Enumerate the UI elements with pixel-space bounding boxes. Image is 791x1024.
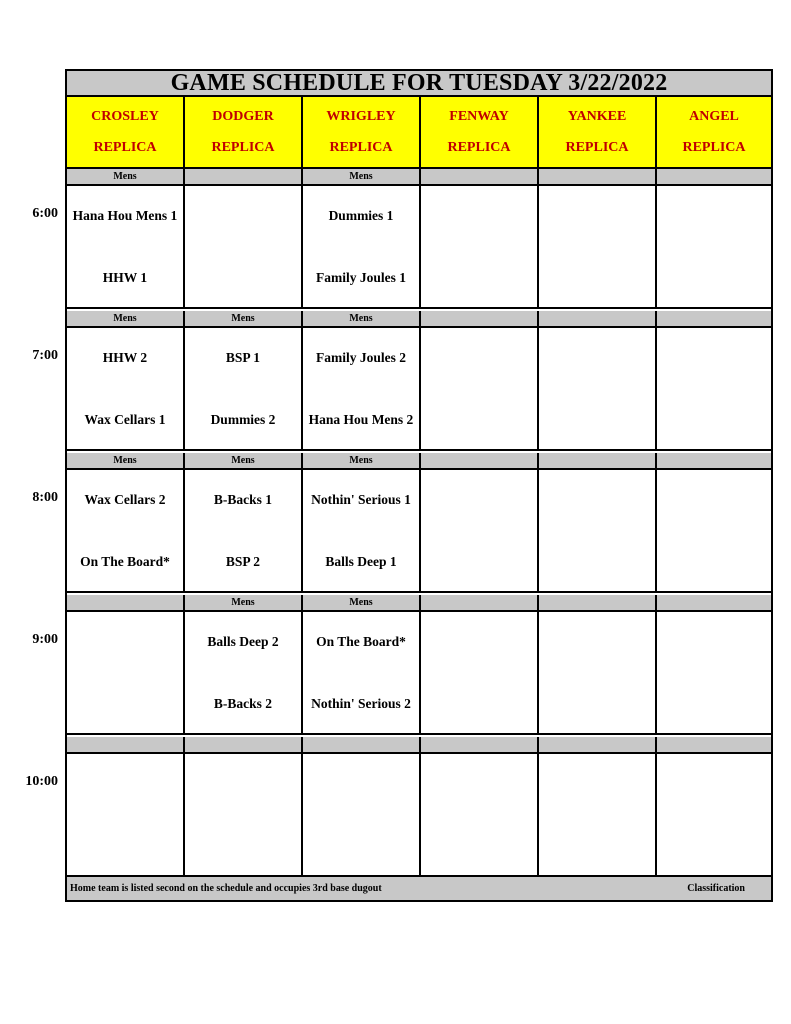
game-cell	[657, 186, 771, 307]
home-team: Dummies 2	[210, 412, 276, 427]
game-cell	[67, 612, 185, 733]
time-label: 9:00	[32, 632, 58, 647]
time-label: 8:00	[32, 490, 58, 505]
schedule-sheet	[65, 69, 773, 902]
home-team: BSP 2	[225, 554, 261, 569]
classification-cell	[421, 169, 539, 184]
field-name: DODGER	[212, 108, 274, 124]
classification-cell	[67, 595, 185, 610]
game-cell	[421, 612, 539, 733]
game-row	[67, 754, 771, 877]
game-cell	[539, 328, 657, 449]
away-team: B-Backs 1	[213, 492, 273, 507]
time-label: 6:00	[32, 206, 58, 221]
field-type: REPLICA	[447, 139, 511, 155]
field-name: ANGEL	[689, 108, 739, 124]
game-cell	[185, 186, 303, 307]
classification-cell	[421, 595, 539, 610]
classification-cell: Mens	[303, 595, 421, 610]
classification-cell	[303, 737, 421, 752]
field-header-yankee	[539, 97, 657, 167]
classification-cell	[67, 737, 185, 752]
field-header-dodger	[185, 97, 303, 167]
field-header-row	[67, 97, 771, 169]
classification-cell	[657, 169, 771, 184]
classification-cell	[185, 737, 303, 752]
classification-cell	[421, 453, 539, 468]
field-type: REPLICA	[682, 139, 746, 155]
game-cell	[539, 754, 657, 875]
classification-cell	[539, 311, 657, 326]
classification-row	[67, 453, 771, 470]
game-cell	[539, 186, 657, 307]
game-row	[67, 470, 771, 593]
classification-cell: Mens	[67, 453, 185, 468]
home-team: Family Joules 1	[316, 270, 406, 285]
classification-cell: Mens	[67, 311, 185, 326]
classification-cell: Mens	[185, 595, 303, 610]
classification-cell	[185, 169, 303, 184]
game-cell	[539, 612, 657, 733]
field-name: YANKEE	[567, 108, 627, 124]
classification-cell: Mens	[185, 453, 303, 468]
game-cell	[185, 328, 303, 449]
classification-row	[67, 737, 771, 754]
game-cell	[67, 470, 185, 591]
game-row	[67, 328, 771, 451]
field-type: REPLICA	[329, 139, 393, 155]
classification-row	[67, 169, 771, 186]
classification-cell	[657, 595, 771, 610]
game-cell	[303, 470, 421, 591]
game-cell	[657, 328, 771, 449]
game-cell	[185, 754, 303, 875]
home-team: HHW 1	[102, 270, 148, 285]
classification-cell	[657, 453, 771, 468]
game-cell	[657, 470, 771, 591]
time-label: 7:00	[32, 348, 58, 363]
game-cell	[539, 470, 657, 591]
classification-cell: Mens	[185, 311, 303, 326]
classification-cell	[539, 169, 657, 184]
classification-cell: Mens	[303, 311, 421, 326]
field-header-fenway	[421, 97, 539, 167]
field-header-crosley	[67, 97, 185, 167]
away-team: Dummies 1	[328, 208, 394, 223]
classification-cell	[539, 595, 657, 610]
game-cell	[421, 328, 539, 449]
game-cell	[303, 186, 421, 307]
game-cell	[303, 612, 421, 733]
game-cell	[421, 470, 539, 591]
game-cell	[67, 754, 185, 875]
game-cell	[421, 754, 539, 875]
home-team: B-Backs 2	[213, 696, 273, 711]
away-team: Hana Hou Mens 1	[72, 208, 178, 223]
classification-cell	[421, 737, 539, 752]
game-cell	[657, 754, 771, 875]
field-header-angel	[657, 97, 771, 167]
game-cell	[303, 754, 421, 875]
game-cell	[421, 186, 539, 307]
game-row	[67, 612, 771, 735]
game-cell	[67, 186, 185, 307]
field-type: REPLICA	[93, 139, 157, 155]
field-header-wrigley	[303, 97, 421, 167]
classification-cell	[539, 453, 657, 468]
classification-row	[67, 311, 771, 328]
classification-cell	[539, 737, 657, 752]
game-cell	[657, 612, 771, 733]
page-title: GAME SCHEDULE FOR TUESDAY 3/22/2022	[67, 71, 771, 97]
game-cell	[67, 328, 185, 449]
game-row	[67, 186, 771, 309]
field-name: WRIGLEY	[326, 108, 396, 124]
classification-row	[67, 595, 771, 612]
home-team: Nothin' Serious 2	[311, 696, 411, 711]
field-type: REPLICA	[565, 139, 629, 155]
time-label: 10:00	[25, 774, 58, 789]
classification-cell: Mens	[303, 453, 421, 468]
home-team-note: Home team is listed second on the schedule and occupies 3rd base dugout	[70, 883, 382, 894]
home-team: Hana Hou Mens 2	[308, 412, 414, 427]
away-team: On The Board*	[316, 634, 406, 649]
game-cell	[185, 470, 303, 591]
away-team: BSP 1	[225, 350, 261, 365]
classification-cell	[657, 311, 771, 326]
field-name: CROSLEY	[91, 108, 159, 124]
footer-bar	[67, 877, 771, 900]
classification-cell	[421, 311, 539, 326]
classification-cell: Mens	[303, 169, 421, 184]
home-team: Balls Deep 1	[325, 554, 397, 569]
away-team: Wax Cellars 2	[84, 492, 166, 507]
classification-cell	[657, 737, 771, 752]
home-team: Wax Cellars 1	[84, 412, 166, 427]
field-type: REPLICA	[211, 139, 275, 155]
away-team: HHW 2	[102, 350, 148, 365]
field-name: FENWAY	[449, 108, 509, 124]
classification-label: Classification	[687, 883, 745, 894]
home-team: On The Board*	[80, 554, 170, 569]
away-team: Nothin' Serious 1	[311, 492, 411, 507]
game-cell	[185, 612, 303, 733]
away-team: Family Joules 2	[316, 350, 406, 365]
classification-cell: Mens	[67, 169, 185, 184]
game-cell	[303, 328, 421, 449]
away-team: Balls Deep 2	[207, 634, 279, 649]
